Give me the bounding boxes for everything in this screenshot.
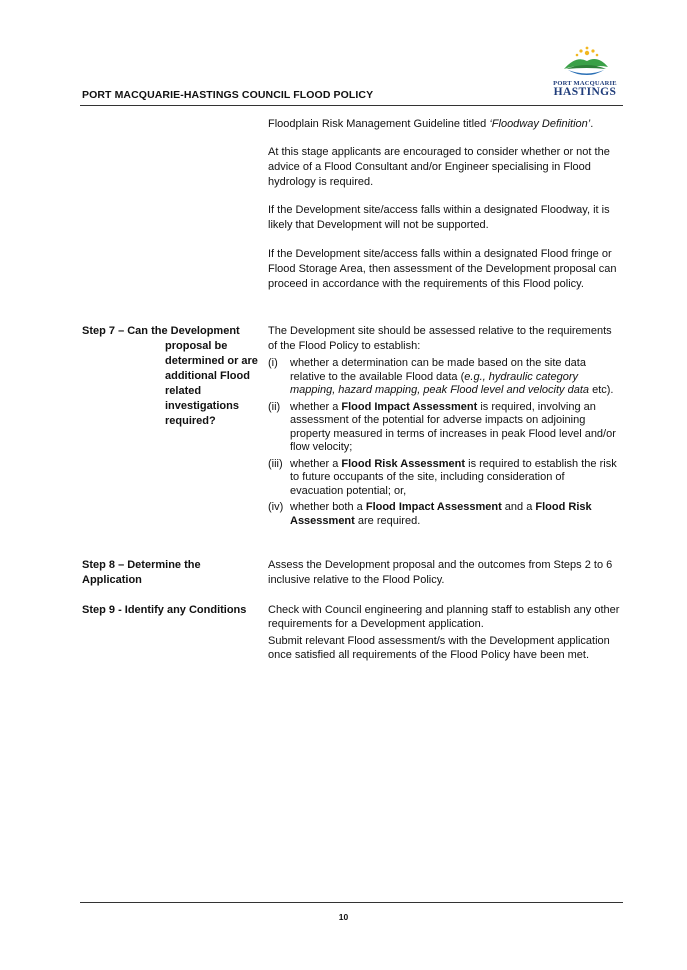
header-divider xyxy=(80,105,623,106)
step7-intro: The Development site should be assessed relative to the requirements of the Flood Policy to establish: xyxy=(268,325,612,352)
step8-label: Step 8 – Determine the Application xyxy=(82,559,201,586)
list-item: (iii) whether a Flood Risk Assessment is required to establish the risk to future occupants of the site, including consideration of evacuation potential; or, xyxy=(268,457,617,497)
intro-paragraph-4: If the Development site/access falls within a designated Flood fringe or Flood Storage Area, then assessment of the Development proposal can proceed in accordance with the requirements of this Flood policy. xyxy=(268,248,617,290)
list-item: (iv) whether both a Flood Impact Assessment and a Flood Risk Assessment are required. xyxy=(268,501,592,527)
logo-text-port-macquarie: PORT MACQUARIE xyxy=(553,80,617,87)
page-number: 10 xyxy=(338,912,349,922)
intro-paragraph-2: At this stage applicants are encouraged to consider whether or not the advice of a Flood Consultant and/or Engineer specialising in Flood hydrology is required. xyxy=(268,146,610,188)
step9-label: Step 9 - Identify any Conditions xyxy=(82,604,247,616)
intro-paragraph-1: Floodplain Risk Management Guideline titled ‘Floodway Definition’. xyxy=(268,118,594,130)
list-item: (ii) whether a Flood Impact Assessment is required, involving an assessment of the potential for adverse impacts on adjoining property measured in terms of increases in peak Flood level and/or flow velocity; xyxy=(268,400,616,453)
logo-text-hastings: HASTINGS xyxy=(553,86,617,98)
footer-divider xyxy=(80,902,623,903)
intro-paragraph-3: If the Development site/access falls within a designated Floodway, it is likely that Development will not be supported. xyxy=(268,204,610,231)
list-item: (i) whether a determination can be made based on the site data relative to the available Flood data (e.g., hydraulic category mapping, hazard mapping, peak Flood level and velocity data etc). xyxy=(268,357,614,396)
step7-list xyxy=(268,357,620,531)
step9-text-2: Submit relevant Flood assessment/s with the Development application once satisfied all requirements of the Flood Policy have been met. xyxy=(268,635,610,661)
step7-label: Step 7 – Can the Development proposal be determined or are additional Flood related investigations required? xyxy=(82,325,258,427)
step9-text-1: Check with Council engineering and planning staff to establish any other requirements for a Development application. xyxy=(268,604,620,630)
step8-text: Assess the Development proposal and the outcomes from Steps 2 to 6 inclusive relative to the Flood Policy. xyxy=(268,559,613,586)
document-header-title: PORT MACQUARIE-HASTINGS COUNCIL FLOOD POLICY xyxy=(82,89,374,101)
